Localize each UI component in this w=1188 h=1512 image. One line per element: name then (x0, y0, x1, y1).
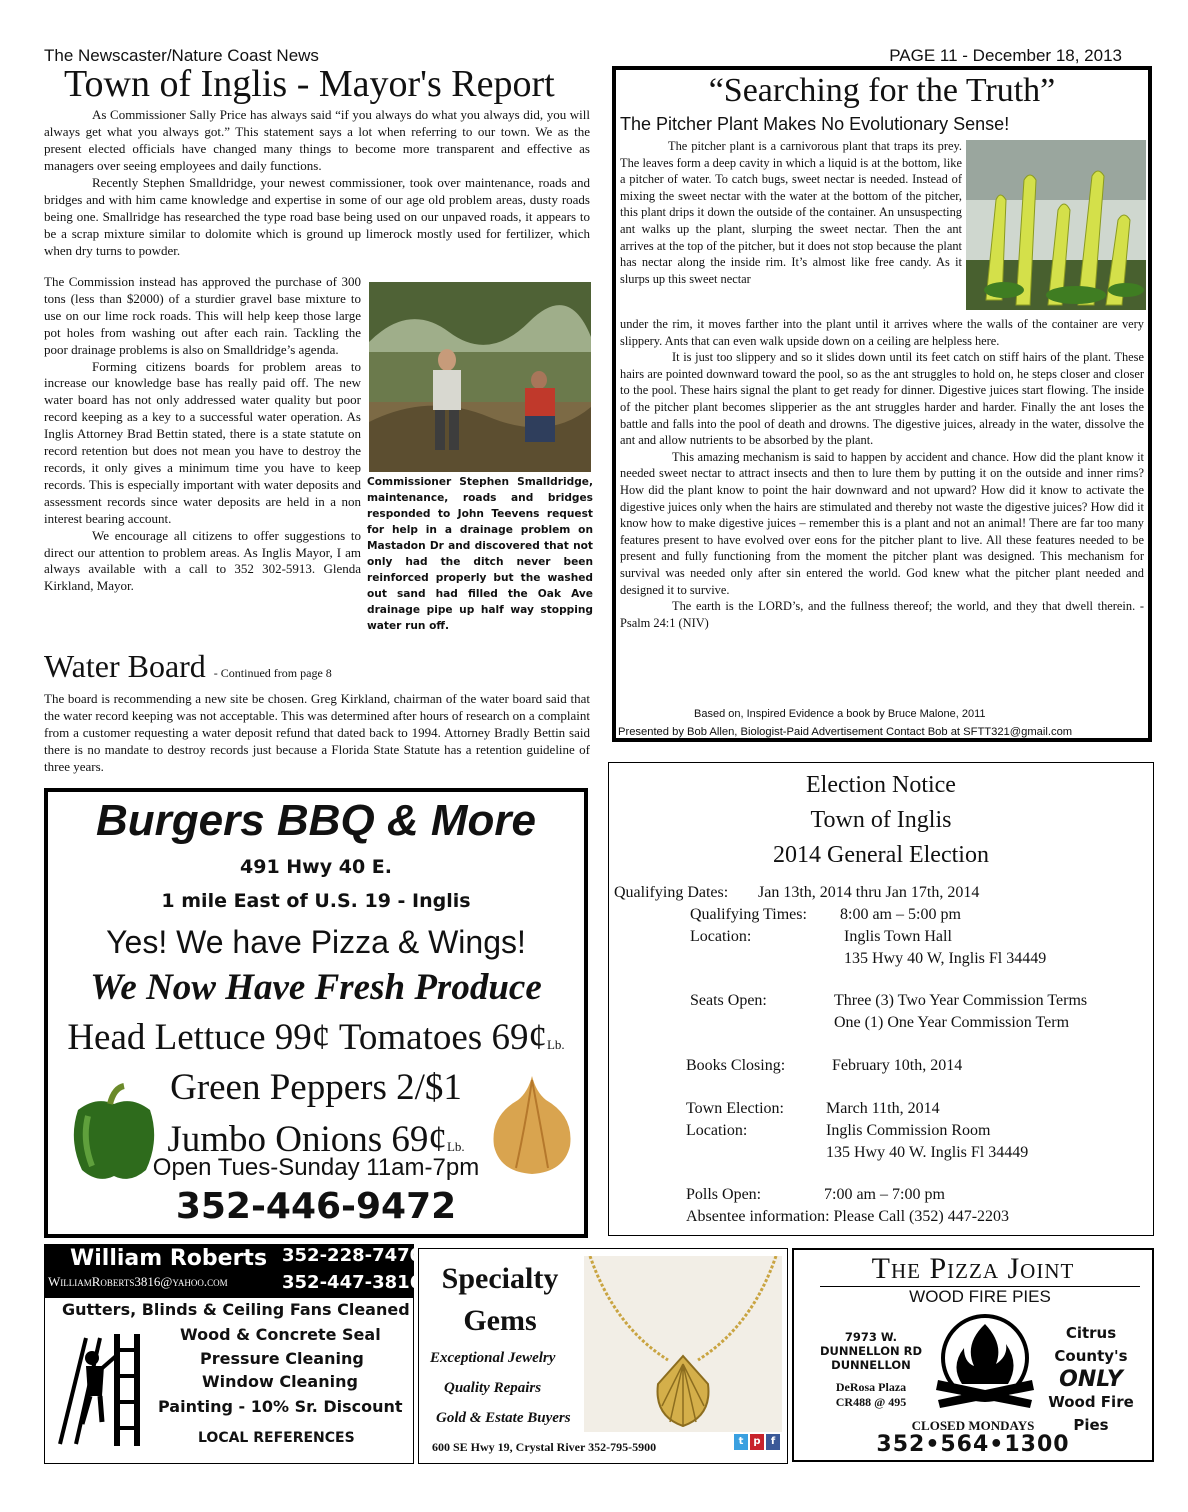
water-board-heading: Water Board (44, 648, 206, 684)
advertiser-contact: Presented by Bob Allen, Biologist-Paid Advertisement Contact Bob at SFTT321@gmail.com (618, 726, 1073, 738)
paragraph: The Commission instead has approved the purchase of 300 tons (less than $2000) of a sturdier gravel base mixture to use on our lime rock roads. This will help keep those large pot holes from washing out after each rain. Tackling the poor drainage problems is also on Smalldridge’s agenda. (44, 274, 361, 357)
plaza-line: DeRosa Plaza (835, 1380, 907, 1394)
qualifying-times: 8:00 am – 5:00 pm (840, 906, 961, 923)
wood-fire-icon (934, 1314, 1036, 1408)
roberts-service: Painting - 10% Sr. Discount (158, 1397, 403, 1416)
roberts-phone-2: 352-447-3816 (282, 1272, 423, 1293)
pizza-ad-subtitle: WOOD FIRE PIES (820, 1286, 1140, 1307)
bbq-phone: 352-446-9472 (175, 1186, 457, 1227)
bbq-hours: Open Tues-Sunday 11am-7pm (152, 1154, 480, 1181)
pizza-phone: 352•564•1300 (876, 1432, 1070, 1457)
election-notice-title (608, 768, 1154, 873)
paragraph: As Commissioner Sally Price has always said “if you always do what you always did, you will always get what you always got.” This statement says a lot when referring to our town. We as the present elected officials have changed many things to become more transparent and effective as managers over seeing employees and daily functions. (44, 107, 590, 173)
books-closing-label: Books Closing: (686, 1057, 786, 1074)
address-line: 7973 W. (844, 1330, 898, 1344)
water-board-title (44, 648, 332, 685)
bbq-pizza-line: Yes! We have Pizza & Wings! (106, 924, 526, 960)
qualifying-dates-label: Qualifying Dates: (614, 884, 729, 901)
bbq-ad-title: Burgers BBQ & More (95, 796, 537, 845)
tagline-line: Wood Fire Pies (1048, 1393, 1134, 1434)
location-commission-room-address: 135 Hwy 40 W. Inglis Fl 34449 (826, 1144, 1029, 1161)
page-info: PAGE 11 - December 18, 2013 (889, 46, 1122, 65)
twitter-icon[interactable]: t (734, 1434, 748, 1450)
qualifying-times-label: Qualifying Times: (690, 906, 807, 923)
title-line: Town of Inglis (810, 807, 952, 833)
commissioner-photo (369, 282, 591, 472)
location-town-hall-address: 135 Hwy 40 W, Inglis Fl 34449 (844, 950, 1047, 967)
roberts-service: Gutters, Blinds & Ceiling Fans Cleaned (62, 1300, 410, 1319)
roberts-name: William Roberts (70, 1246, 268, 1271)
gems-line-repairs: Quality Repairs (444, 1380, 542, 1396)
plaza-line: CR488 @ 495 (835, 1395, 907, 1409)
pizza-ad-title: The Pizza Joint (871, 1252, 1075, 1285)
location-town-hall: Inglis Town Hall (844, 928, 952, 945)
location-label: Location: (690, 928, 752, 945)
mayor-report-title: Town of Inglis - Mayor's Report (64, 63, 555, 105)
town-election-date: March 11th, 2014 (826, 1100, 940, 1117)
gems-address: 600 SE Hwy 19, Crystal River 352-795-5900 (432, 1440, 657, 1454)
location-label: Location: (686, 1122, 748, 1139)
pizza-address (806, 1330, 936, 1372)
pitcher-plant-photo (966, 140, 1146, 310)
mayor-report-intro (44, 106, 590, 259)
truth-article-title: “Searching for the Truth” (708, 72, 1056, 109)
unit-label: Lb. (446, 1139, 465, 1154)
ladder-worker-icon (52, 1334, 148, 1446)
address-line: DUNNELLON (831, 1358, 911, 1372)
tagline-line: ONLY (1059, 1367, 1123, 1392)
source-note (620, 708, 1144, 721)
town-election-label: Town Election: (686, 1100, 784, 1117)
unit-label: Lb. (546, 1037, 565, 1052)
address-line: DUNNELLON RD (819, 1344, 923, 1358)
roberts-phone-1: 352-228-7470 (282, 1245, 423, 1266)
mayor-report-column (44, 274, 361, 595)
water-board-body: The board is recommending a new site be chosen. Greg Kirkland, chairman of the water board said that the water record keeping was not acceptable. This was determined after hours of research on a complaint from a customer requesting a water deposit refund that dated back to 1994. Attorney Bradly Bettin said there is no mandate to destroy records just because a Florida State Statute has a retention guideline of three years. (44, 691, 590, 774)
roberts-service: Pressure Cleaning (200, 1349, 364, 1368)
facebook-icon[interactable]: f (766, 1434, 780, 1450)
pinterest-icon[interactable]: p (750, 1434, 764, 1450)
tagline-line: Citrus County's (1054, 1324, 1128, 1365)
title-line: 2014 General Election (773, 842, 989, 868)
paragraph: This amazing mechanism is said to happen by accident and chance. How did the plant know it needed sweet nectar to attract insects and then to lure them by putting it on the outside and inner rims? How did the plant know to point the hair downward and not upward? How did it know to activate the digestive juices only when the hairs are stimulated and thereby not waste the digestive juices? How did it know how to make digestive juices – remember this is a plant and not an animal! There are far too many features present to have evolved over eons for the pitcher plant to live. All these features needed to be present and fully functioning from the moment the pitcher plant was designed. This mechanism for survival was needed only after sin entered the world. God knew what the pitcher plant needed and designed it to survive. (620, 449, 1144, 597)
polls-open-hours: 7:00 am – 7:00 pm (824, 1186, 945, 1203)
seats-line-2: One (1) One Year Commission Term (834, 1014, 1070, 1031)
gems-line-jewelry: Exceptional Jewelry (430, 1350, 556, 1366)
roberts-service: Window Cleaning (202, 1372, 358, 1391)
seats-line-1: Three (3) Two Year Commission Terms (834, 992, 1088, 1009)
paragraph: Forming citizens boards for problem areas to increase our knowledge base has really paid off. The new water board has not only addressed water quality but poor record keeping as a key to a successful water operation. As Inglis Attorney Brad Bettin stated, there is a state statute on record retention but does not mean you have to destroy the records, it only gives a minimum time you have to keep records. This is especially important with water deposits and assessment records since water deposits are held in a non interest bearing account. (44, 358, 361, 526)
bbq-address-directions: 1 mile East of U.S. 19 - Inglis (161, 890, 471, 912)
truth-article-intro (620, 138, 962, 287)
publication-name: The Newscaster/Nature Coast News (44, 46, 319, 65)
shell-necklace-image (584, 1256, 782, 1432)
based-on-note: Based on, Inspired Evidence a book by Bruce Malone, 2011 (694, 708, 986, 720)
books-closing-date: February 10th, 2014 (832, 1057, 963, 1074)
continued-note: - Continued from page 8 (213, 666, 332, 680)
green-pepper-image (58, 1080, 166, 1184)
paragraph: We encourage all citizens to offer suggestions to direct our attention to problem areas. As Inglis Mayor, I am always available with a call to 352 302-5913. Glenda Kirkland, Mayor. (44, 527, 361, 594)
truth-article-subtitle: The Pitcher Plant Makes No Evolutionary Sense! (620, 114, 1010, 134)
absentee-info: Absentee information: Please Call (352) 447-2203 (686, 1208, 1010, 1225)
roberts-email: WilliamRoberts3816@yahoo.com (48, 1274, 228, 1289)
roberts-service: Wood & Concrete Seal (180, 1325, 381, 1344)
paragraph: Recently Stephen Smalldridge, your newest commissioner, took over maintenance, roads and bridges and with him came knowledge and expertise in some of our age old problem areas, dusty roads being one. Smallridge has researched the type road base being used on our unpaved roads, it appears to be a scrap mixture similar to dolomite which is ground up limerock mostly used for fertilizer, which when dry turns to powder. (44, 175, 590, 258)
qualifying-dates: Jan 13th, 2014 thru Jan 17th, 2014 (758, 884, 980, 901)
pizza-plaza (806, 1380, 936, 1410)
polls-open-label: Polls Open: (686, 1186, 762, 1203)
photo-caption: Commissioner Stephen Smalldridge, maintenance, roads and bridges responded to John Teevens request for help in a drainage problem on Mastadon Dr and discovered that not only had the ditch never been reinforced properly but the washed out sand had filled the Oak Ave drainage pipe up half way stopping water run off. (367, 476, 593, 632)
gems-ad-title: Specialty Gems (441, 1262, 559, 1337)
pizza-closed-days: CLOSED MONDAYS (911, 1418, 1035, 1433)
paragraph: It is just too slippery and so it slides down until its feet catch on stiff hairs of the plant. These hairs are pointed downward toward the pool, so as the ant struggles to hold on, he steps closer and closer to the pool. These hairs signal the plant to get ready for dinner. Digestive juices start flowing. The inside of the pitcher plant becomes slipperier as the ant struggles harder and harder. Finally the ant loses the battle and falls into the pool of death and drowns. The digestive juices, already in the water, dissolve the ant and allow nutrients to be absorbed by the plant. (620, 350, 1144, 448)
paragraph: under the rim, it moves farther into the plant until it arrives where the walls of the container are very slippery. Ants that can even walk upside down on a ceiling are helpless here. (620, 317, 1144, 348)
bbq-peppers-line: Green Peppers 2/$1 (170, 1067, 462, 1108)
gems-line-buyers: Gold & Estate Buyers (436, 1410, 571, 1426)
roberts-references: LOCAL REFERENCES (198, 1430, 355, 1446)
paragraph: The earth is the LORD’s, and the fullness thereof; the world, and they that dwell therein. - Psalm 24:1 (NIV) (620, 599, 1144, 630)
paragraph: The pitcher plant is a carnivorous plant that traps its prey. The leaves form a deep cavity in which a liquid is at the bottom, like a pitcher of water. To catch bugs, sweet nectar is needed. Instead of mixing the sweet nectar with the water at the bottom of the pitcher, this plant drips it down the outside of the container. An unsuspecting ant walks up the plant, slurping the sweet nectar. Then the ant arrives at the top of the pitcher, but it does not stop because the plant has nectar along the inside rim. It’s almost like free candy. As it slurps up this sweet nectar (620, 139, 962, 286)
location-commission-room: Inglis Commission Room (826, 1122, 991, 1139)
onion-image (486, 1072, 578, 1176)
seats-label: Seats Open: (690, 992, 767, 1009)
price-line: Head Lettuce 99¢ Tomatoes 69¢ (67, 1017, 547, 1058)
bbq-produce-line: We Now Have Fresh Produce (90, 967, 542, 1008)
bbq-address: 491 Hwy 40 E. (240, 856, 392, 878)
title-line: Election Notice (806, 772, 956, 798)
price-line: Jumbo Onions 69¢ (167, 1119, 447, 1160)
bbq-lettuce-tomatoes (44, 1016, 588, 1059)
truth-article-body (620, 316, 1144, 631)
